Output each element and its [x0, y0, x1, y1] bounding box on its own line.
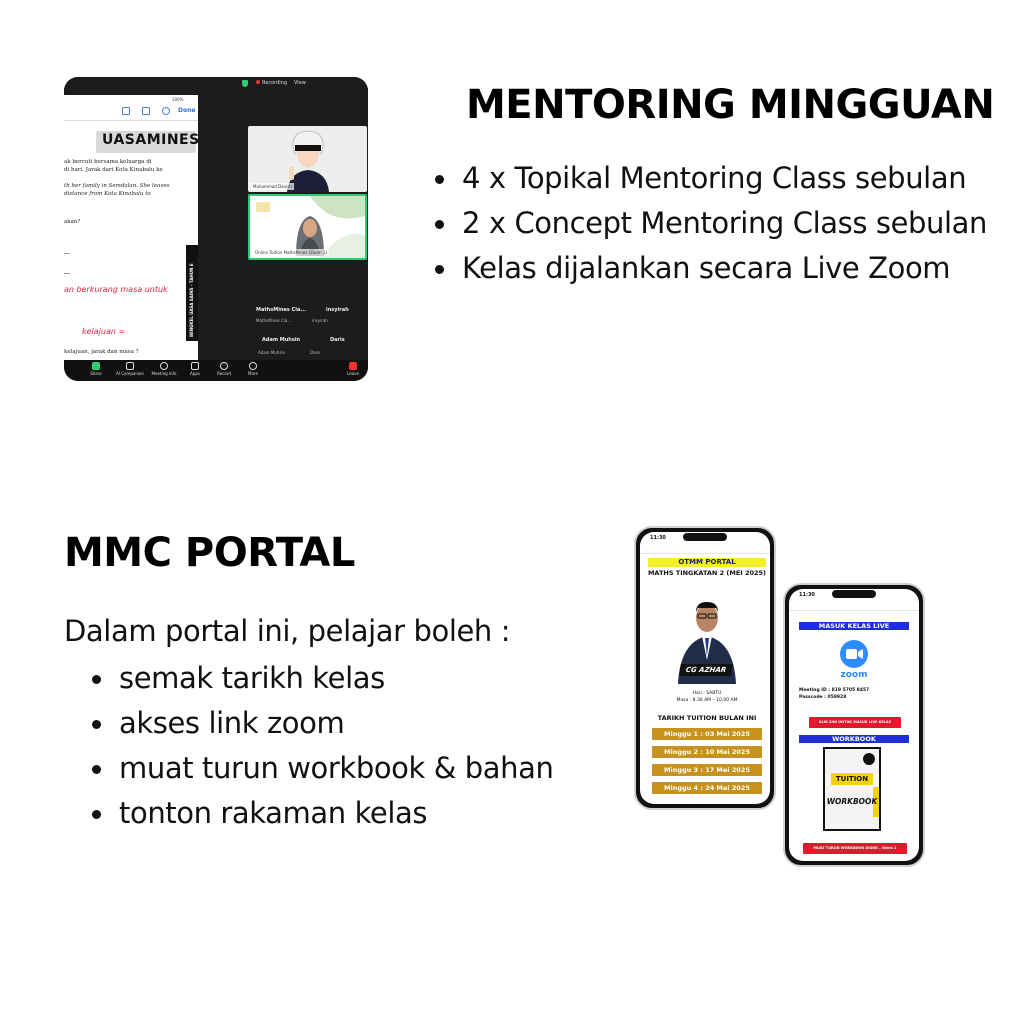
leave-icon [349, 362, 357, 370]
doc-line: distance from Kota Kinabalu to [64, 191, 151, 197]
meeting-credentials [799, 687, 869, 701]
share-icon[interactable] [122, 107, 130, 115]
live-class-heading: MASUK KELAS LIVE [799, 622, 909, 630]
date-row[interactable]: Minggu 1 : 03 Mei 2025 [652, 728, 762, 740]
phone-notch [832, 590, 876, 598]
phone-status-bar: 11:30 [650, 535, 666, 541]
tuition-dates-heading: TARIKH TUITION BULAN INI [657, 714, 757, 722]
list-item: semak tarikh kelas [89, 656, 553, 701]
info-icon [160, 362, 168, 370]
edit-icon[interactable] [142, 107, 150, 115]
zoom-camera-icon[interactable] [839, 639, 869, 669]
portal-list [89, 656, 553, 836]
participant-sub: Adam Muhsin [258, 350, 286, 355]
participant-tile[interactable]: Adam Muhsin [262, 337, 301, 343]
phone-mockup-schedule [634, 526, 776, 810]
class-time: Masa : 8.30 AM – 10.00 AM [676, 698, 738, 703]
participant-tile[interactable]: insyirah [326, 307, 349, 313]
participant-gallery [248, 126, 368, 361]
portal-banner: OTMM PORTAL [648, 558, 766, 567]
participant-sub: insyirah [312, 318, 328, 323]
side-tab: BENGKEL UASA SAINS - TAHUN 6 [186, 245, 198, 341]
doc-line: di hari. Jarak dari Kota Kinabalu ke [64, 167, 163, 173]
zoom-toolbar [64, 360, 368, 381]
browser-url-bar[interactable] [640, 546, 770, 554]
date-row[interactable]: Minggu 3 : 17 Mei 2025 [652, 764, 762, 776]
date-row[interactable]: Minggu 2 : 10 Mei 2025 [652, 746, 762, 758]
browser-url-bar[interactable] [789, 603, 919, 611]
phone-screen [640, 532, 770, 804]
workbook-heading: WORKBOOK [799, 735, 909, 743]
doc-line: th her family in Semdalan. She leaves [64, 183, 170, 189]
video-tile[interactable] [248, 126, 367, 192]
shared-document [64, 95, 198, 360]
class-day: Hari : SABTU [692, 691, 722, 696]
doc-title: UASAMINES [102, 132, 200, 148]
apps-icon [191, 362, 199, 370]
list-item: 2 x Concept Mentoring Class sebulan [432, 201, 987, 246]
phone-screen [789, 589, 919, 861]
participant-tile[interactable]: MathsMines Cla... [256, 307, 307, 313]
mentoring-heading: MENTORING MINGGUAN [466, 82, 995, 128]
leave-button[interactable]: Leave [338, 362, 368, 376]
list-item: akses link zoom [89, 701, 553, 746]
date-row[interactable]: Minggu 4 : 24 Mei 2025 [652, 782, 762, 794]
view-button[interactable]: View [294, 80, 306, 86]
doc-line: akan? [64, 219, 81, 225]
zoom-title-bar [64, 77, 368, 91]
participant-sub: Daris [310, 350, 321, 355]
share-screen-icon [92, 362, 100, 370]
apps-button[interactable]: Apps [180, 362, 210, 376]
workbook-title: TUITION [835, 775, 869, 783]
download-workbook-button[interactable]: MUAT TURUN WORKBOOK DISINI – Week 1 [803, 843, 907, 854]
record-icon [220, 362, 228, 370]
phone-status-bar: 11:30 [799, 592, 815, 598]
list-item: 4 x Topikal Mentoring Class sebulan [432, 156, 987, 201]
handwritten-note: an berkurang masa untuk [64, 285, 168, 294]
list-item: muat turun workbook & bahan [89, 746, 553, 791]
phone-notch [683, 533, 727, 541]
share-button[interactable]: Share [81, 362, 111, 376]
meeting-info-button[interactable]: Meeting info [149, 362, 179, 376]
doc-line: ak bercuti bersama keluarga di [64, 159, 152, 165]
portal-intro: Dalam portal ini, pelajar boleh : [64, 614, 511, 648]
participant-sub: MathsMines Cla... [256, 318, 292, 323]
teacher-name-tag: CG AZHAR [679, 664, 733, 676]
join-live-class-button[interactable]: KLIK SINI UNTUK MASUK LIVE KELAS [809, 717, 901, 728]
doc-line: kelajuan, jarak dan masa ? [64, 349, 139, 355]
portal-heading: MMC PORTAL [64, 530, 355, 576]
shield-icon [242, 80, 248, 87]
class-schedule [646, 690, 768, 704]
done-button[interactable]: Done [178, 107, 196, 114]
participant-name: Muhammad Danish [253, 184, 292, 189]
recording-indicator: Recording [256, 80, 287, 86]
participant-tile[interactable]: Daris [330, 337, 345, 343]
meeting-id: Meeting ID : 819 5705 8457 [799, 688, 870, 693]
phone-mockup-zoom-link [783, 583, 925, 867]
list-item: Kelas dijalankan secara Live Zoom [432, 246, 987, 291]
sparkle-icon [126, 362, 134, 370]
ai-companion-button[interactable]: AI Companion [115, 362, 145, 376]
list-item: tonton rakaman kelas [89, 791, 553, 836]
workbook-cover-image [823, 747, 881, 831]
zoom-wordmark: zoom [840, 670, 868, 680]
doc-rule [64, 253, 70, 254]
workbook-cover[interactable] [823, 747, 881, 831]
video-tile-active[interactable] [248, 194, 367, 260]
participant-name: Online Tuition MathsMines (Zoom 1) [255, 250, 328, 255]
record-button[interactable]: Record [209, 362, 239, 376]
portal-subtitle: MATHS TINGKATAN 2 (MEI 2025) [647, 569, 767, 577]
markup-icon[interactable] [162, 107, 170, 115]
doc-status-bar: 100% [64, 95, 198, 105]
handwritten-note: kelajuan = [82, 327, 126, 336]
zoom-screenshot [64, 77, 368, 381]
record-dot-icon [256, 80, 260, 84]
meeting-passcode: Passcode : 058928 [799, 695, 847, 700]
doc-toolbar [64, 103, 198, 121]
doc-rule [64, 273, 70, 274]
mentoring-list [432, 156, 987, 291]
workbook-title: WORKBOOK [826, 797, 878, 806]
more-icon [249, 362, 257, 370]
more-button[interactable]: More [238, 362, 268, 376]
